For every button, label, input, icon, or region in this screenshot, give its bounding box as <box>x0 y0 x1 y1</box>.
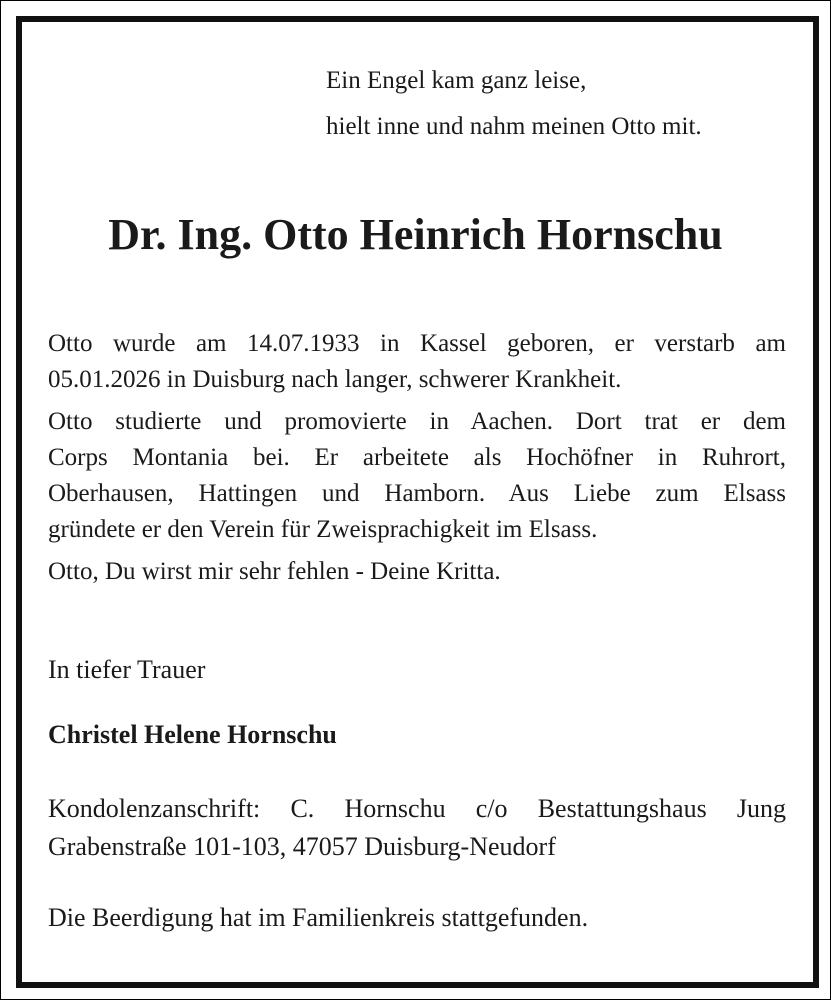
verse-line-1: Ein Engel kam ganz leise, <box>326 67 587 94</box>
biography-line: Otto wurde am 14.07.1933 in Kassel geboren, er verstarb am <box>48 330 786 357</box>
biography-line: Oberhausen, Hattingen und Hamborn. Aus Liebe zum Elsass <box>48 480 786 507</box>
condolence-line-1: Kondolenzanschrift: C. Hornschu c/o Bestattungshaus Jung <box>48 794 786 823</box>
biography <box>48 326 786 590</box>
biography-paragraph-2 <box>48 404 786 548</box>
biography-paragraph-1 <box>48 326 786 398</box>
mourning-line: In tiefer Trauer <box>48 655 206 684</box>
biography-line: Otto studierte und promovierte in Aachen. Dort trat er dem <box>48 408 786 435</box>
biography-line: Corps Montania bei. Er arbeitete als Hochöfner in Ruhrort, <box>48 444 786 471</box>
condolence-line-2: Grabenstraße 101-103, 47057 Duisburg-Neudorf <box>48 832 556 861</box>
funeral-note: Die Beerdigung hat im Familienkreis stattgefunden. <box>48 903 589 932</box>
verse <box>326 58 702 150</box>
biography-line: gründete er den Verein für Zweisprachigkeit im Elsass. <box>48 516 598 543</box>
farewell-line: Otto, Du wirst mir sehr fehlen - Deine Kritta. <box>48 558 501 585</box>
condolence-address <box>48 790 786 866</box>
verse-line-2: hielt inne und nahm meinen Otto mit. <box>326 113 702 140</box>
biography-paragraph-3 <box>48 554 786 590</box>
mourner-name: Christel Helene Hornschu <box>48 720 337 749</box>
deceased-name: Dr. Ing. Otto Heinrich Hornschu <box>108 210 723 259</box>
biography-line: 05.01.2026 in Duisburg nach langer, schwerer Krankheit. <box>48 366 622 393</box>
